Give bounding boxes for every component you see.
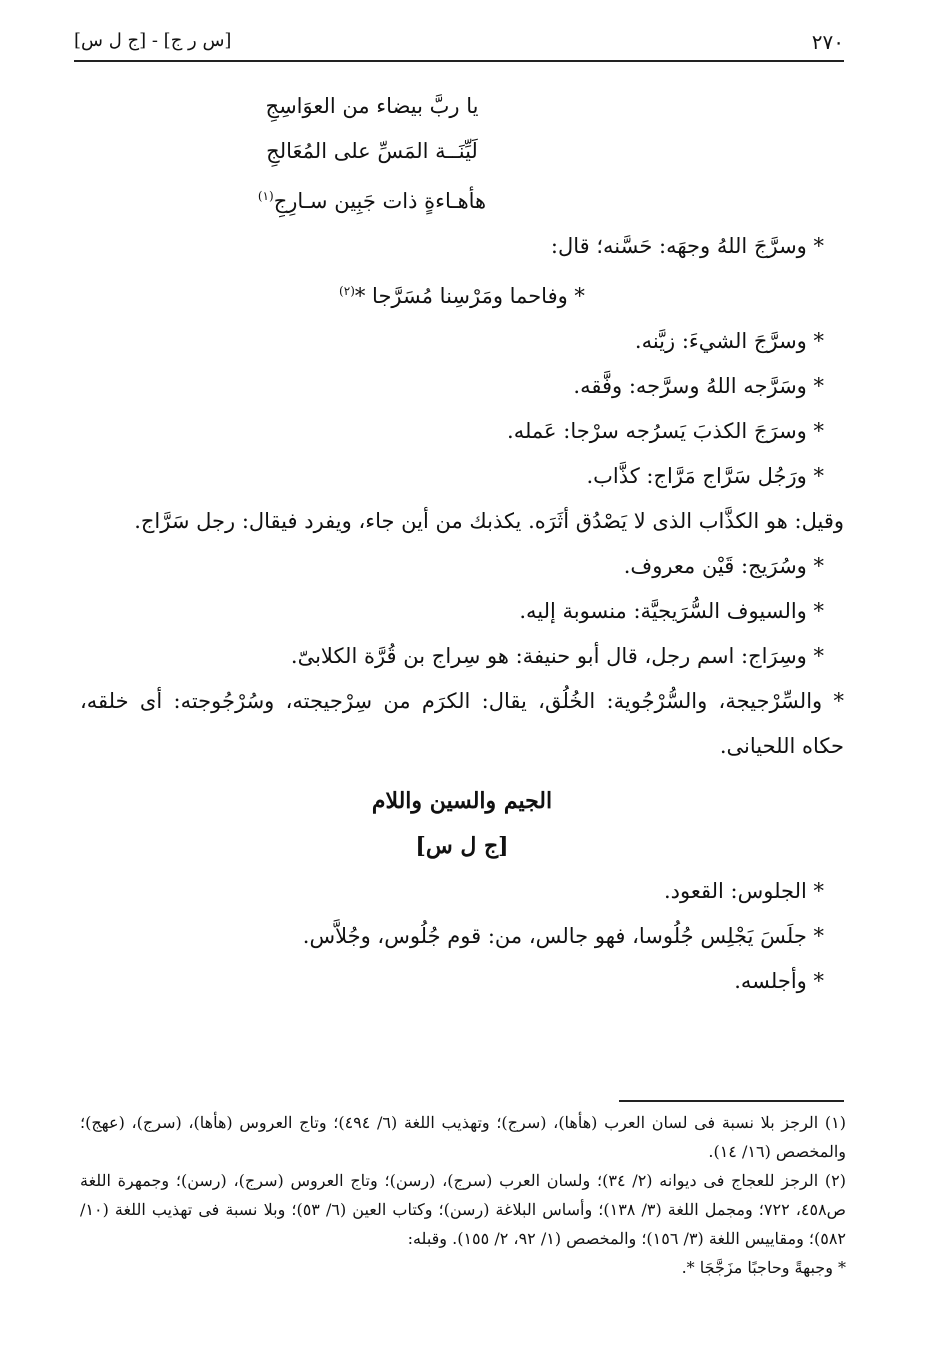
entry-jalasa: * جلَسَ يَجْلِس جُلُوسا، فهو جالس، من: قوم جُلُوس، وجُلاَّس. — [302, 924, 824, 948]
quote-verse: * وفاحما ومَرْسِنا مُسَرَّجا *$^{(٢)}$ — [339, 284, 585, 308]
footnote-2-verse: * وجبهةً وحاجبًا مزَجَّجَا *. — [681, 1258, 846, 1277]
entry-sarraja-shay: * وسرَّجَ الشيءَ: زيَّنه. — [634, 329, 824, 353]
entry-suraij: * وسُرَيج: قَيْن معروف. — [623, 554, 824, 578]
page-header — [74, 26, 844, 62]
footnote-ref-1[interactable]: (١) — [257, 189, 274, 203]
paragraph-sirjija: * والسِّرْجيجة، والسُّرْجُوية: الخُلُق، يقال: الكرَم من سِرْجيجته، وسُرْجُوجته: أى خلقه، حكاه اللحيانى. — [80, 689, 844, 758]
footnote-divider — [619, 1100, 844, 1102]
paragraph-qil: وقيل: هو الكذَّاب الذى لا يَصْدُق أثَرَه. يكذبك من أين جاء، ويفرد فيقال: رجل سَرَّاج. — [134, 509, 844, 533]
root-heading: [ج ل س] — [415, 833, 509, 859]
entry-ajlasahu: * وأجلسه. — [734, 969, 824, 993]
footnote-ref-2[interactable]: (٢) — [339, 284, 355, 298]
verse-line-1: يا ربَّ بيضاء من العوَاسِجِ — [265, 94, 479, 118]
main-text — [80, 84, 844, 1004]
entry-sarraja-wajhahu: * وسرَّجَ اللهُ وجهَه: حَسَّنه؛ قال: — [550, 234, 824, 258]
verse-line-3: هأهـاءةٍ ذات جَبِين سـارِجِ$^{(١)}$ — [257, 189, 487, 213]
entry-saraja-kadhib: * وسرَجَ الكذبَ يَسرُجه سرْجا: عَمله. — [507, 419, 824, 443]
entry-suyuf-suraijiya: * والسيوف السُّرَيجيَّة: منسوبة إليه. — [519, 599, 824, 623]
entry-siraj-name: * وسِرَاج: اسم رجل، قال أبو حنيفة: هو سِراج بن قُرَّة الكلابىّ. — [290, 644, 824, 668]
entry-sarraj-marraj: * ورَجُل سَرَّاج مَرَّاج: كذَّاب. — [586, 464, 824, 488]
entry-julus: * الجلوس: القعود. — [663, 879, 824, 903]
entry-sarrajahu-allah: * وسَرَّجه اللهُ وسرَّجه: وفَّقه. — [573, 374, 824, 398]
footnote-2: (٢) الرجز للعجاج فى ديوانه (٢/ ٣٤)؛ ولسان العرب (سرج)، (رسن)؛ وتاج العروس (سرج)، (رسن)؛ وجمهرة اللغة ص٤٥٨، ٧٢٢؛ ومجمل اللغة (٣/ ١٣٨)؛ وأساس البلاغة (رسن)؛ وكتاب العين (٦/ ٥٣)؛ وبلا نسبة فى تهذيب اللغة (١٠/ ٥٨٢)؛ ومقاييس اللغة (٣/ ١٥٦)؛ والمخصص (١/ ٩٢، ٢/ ١٥٥). وقبله: — [80, 1171, 847, 1248]
running-title: [س ر ج] - [ج ل س] — [74, 30, 232, 51]
footnote-1: (١) الرجز بلا نسبة فى لسان العرب (هأها)، (سرج)؛ وتهذيب اللغة (٦/ ٤٩٤)؛ وتاج العروس (هأها)، (سرج)، (عهج)؛ والمخصص (١٦/ ١٤). — [80, 1113, 846, 1161]
footnotes — [80, 1108, 846, 1282]
page-number: ٢٧٠ — [811, 30, 844, 54]
section-title: الجيم والسين واللام — [371, 788, 553, 814]
verse-line-2: لَيِّنَــة المَسِّ على المُعَالجِ — [266, 139, 478, 163]
